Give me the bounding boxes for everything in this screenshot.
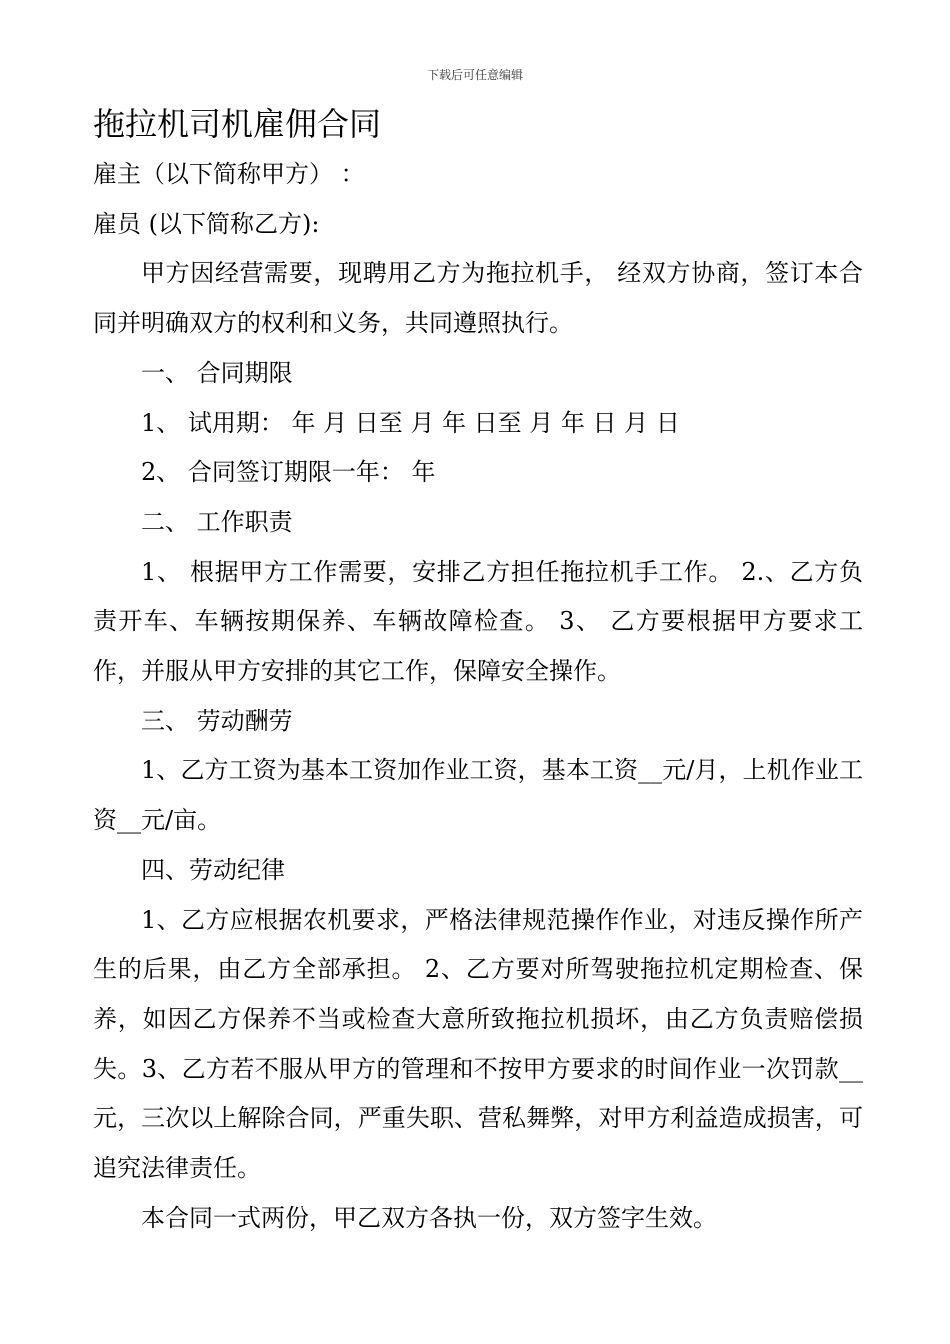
header-note: 下载后可任意编辑 <box>426 68 523 82</box>
section-1-item-1: 1、 试用期： 年 月 日至 月 年 日至 月 年 日 月 日 <box>141 408 680 437</box>
employee-line: 雇员 (以下简称乙方): <box>93 209 320 238</box>
section-1-item-2: 2、 合同签订期限一年： 年 <box>141 458 436 487</box>
section-1-heading: 一、 合同期限 <box>141 358 293 387</box>
section-3-body: 1、乙方工资为基本工资加作业工资，基本工资__元/月，上机作业工资__元/亩。 <box>93 756 863 835</box>
closing-paragraph: 本合同一式两份，甲乙双方各执一份，双方签字生效。 <box>141 1203 717 1232</box>
section-4-body: 1、乙方应根据农机要求，严格法律规范操作作业，对违反操作所产生的后果，由乙方全部承担。 2、乙方要对所驾驶拖拉机定期检查、保养，如因乙方保养不当或检查大意所致拖拉机损坏，由乙方负责赔偿损失。3、乙方若不服从甲方的管理和不按甲方要求的时间作业一次罚款__元，三次以上解除合同，严重失职、营私舞弊，对甲方利益造成损害，可追究法律责任。 <box>93 905 863 1183</box>
intro-paragraph: 甲方因经营需要，现聘用乙方为拖拉机手， 经双方协商，签订本合同并明确双方的权利和义务，共同遵照执行。 <box>93 259 863 338</box>
employer-line: 雇主（以下简称甲方） ： <box>93 160 365 188</box>
section-4-heading: 四、劳动纪律 <box>141 855 285 884</box>
section-2-body: 1、 根据甲方工作需要，安排乙方担任拖拉机手工作。 2.、乙方负责开车、车辆按期保养、车辆故障检查。 3、 乙方要根据甲方要求工作，并服从甲方安排的其它工作，保障安全操作。 <box>93 557 863 686</box>
section-3-heading: 三、 劳动酬劳 <box>141 706 293 735</box>
section-2-heading: 二、 工作职责 <box>141 507 293 536</box>
document-title: 拖拉机司机雇佣合同 <box>93 105 382 143</box>
document-body <box>93 100 863 1243</box>
